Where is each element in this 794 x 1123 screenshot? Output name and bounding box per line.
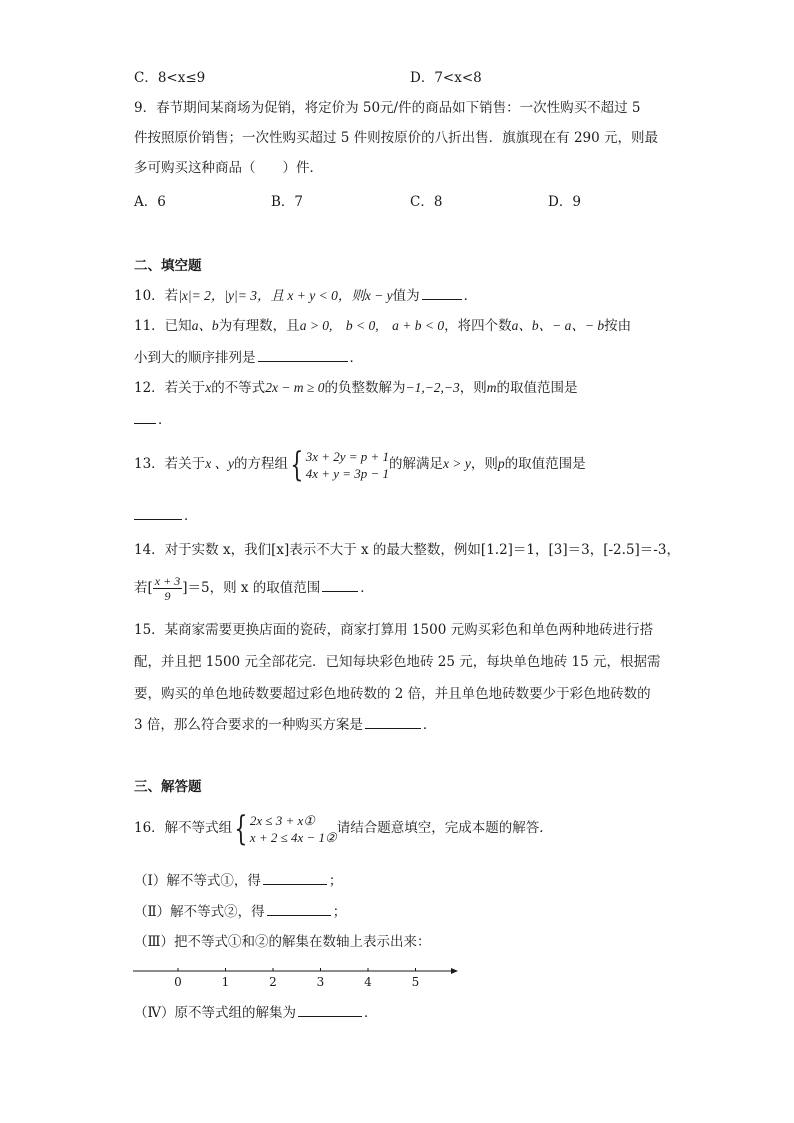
q11-line-2: 小到大的顺序排列是 ． [134, 347, 363, 368]
q15-line-3: 要，购买的单色地砖数要超过彩色地砖数的 2 倍，并且单色地砖数要少于彩色地砖数的 [134, 686, 651, 702]
number-line-tick-label: 5 [411, 975, 420, 989]
arrow-right-icon [451, 968, 458, 974]
q16-step-1-blank [263, 870, 327, 885]
section-fill-in-title: 二、填空题 [134, 258, 202, 274]
q16-step-2-blank [267, 901, 331, 916]
q15-line-1: 15．某商家需要更换店面的瓷砖，商家打算用 1500 元购买彩色和单色两种地砖进行搭 [134, 622, 654, 638]
left-brace-icon: { [290, 444, 304, 485]
q12-line-1: 12．若关于x的不等式2x − m ≥ 0的负整数解为−1,−2,−3，则m的取值范围是 [134, 380, 578, 396]
q16-step-4-blank [298, 1002, 362, 1017]
q13-line-2: ． [134, 505, 198, 526]
q16-inequality-system: 2x ≤ 3 + x① x + 2 ≤ 4x − 1② [249, 812, 337, 845]
q9-line-1: 9．春节期间某商场为促销，将定价为 50元/件的商品如下销售：一次性购买不超过 5 [134, 100, 641, 116]
q15-line-2: 配，并且把 1500 元全部花完．已知每块彩色地砖 25 元，每块单色地砖 15 元，根据需 [134, 654, 661, 670]
q9-option-b: B．7 [271, 194, 304, 210]
q8-option-c: C．8<x≤9 [134, 70, 206, 86]
q12-line-2: ． [134, 409, 172, 430]
q16-step-3: （Ⅲ）把不等式①和②的解集在数轴上表示出来： [134, 934, 431, 950]
q9-option-d: D．9 [548, 194, 581, 210]
q15-answer-blank [365, 714, 421, 729]
number-line-tick-label: 1 [221, 975, 230, 989]
q14-answer-blank [322, 577, 358, 592]
q16-stem: 16．解不等式组{ 2x ≤ 3 + x① x + 2 ≤ 4x − 1② 请结合题意填空，完成本题的解答． [134, 808, 553, 849]
q16-step-1: （Ⅰ）解不等式①，得 ； [134, 870, 342, 891]
q14-line-1: 14．对于实数 x，我们[x]表示不大于 x 的最大整数，例如[1.2]＝1，[3]＝3，[-2.5]＝-3， [134, 542, 680, 558]
q12-answer-blank [134, 409, 156, 424]
number-line-tick-label: 0 [174, 975, 182, 989]
q13: 13．若关于x 、y的方程组{ 3x + 2y = p + 1 4x + y = 3p − 1 的解满足x > y，则p的取值范围是 [134, 444, 586, 485]
q16-step-2: （Ⅱ）解不等式②，得 ； [134, 901, 346, 922]
q9-option-a: A．6 [134, 194, 166, 210]
q10-answer-blank [422, 285, 462, 300]
q9-line-3: 多可购买这种商品（ ）件． [134, 160, 323, 176]
q14-fraction: $\frac{x + 3}{9}$ [154, 574, 181, 603]
q9-line-2: 件按照原价销售；一次性购买超过 5 件则按原价的八折出售．旗旗现在有 290 元，则最 [134, 130, 659, 146]
number-line-tick-label: 3 [316, 975, 325, 989]
number-line [133, 968, 463, 998]
q11-line-1: 11．已知a、b为有理数，且a > 0, b < 0, a + b < 0，将四个数a、b、− a、− b按由 [134, 318, 632, 334]
q14-line-2: 若[ $\frac{x + 3}{9}$ ]＝5，则 x 的取值范围 ． [134, 574, 374, 603]
q11-answer-blank [258, 347, 348, 362]
number-line-tick-label: 2 [269, 975, 277, 989]
left-brace-icon: { [234, 808, 248, 849]
q8-option-d: D．7<x<8 [410, 70, 482, 86]
number-line-tick-label: 4 [364, 975, 372, 989]
q10: 10．若|x|= 2，|y|= 3，且 x + y < 0，则x − y值为 ． [134, 285, 477, 306]
q13-equation-system: 3x + 2y = p + 1 4x + y = 3p − 1 [305, 448, 390, 481]
q13-answer-blank [134, 505, 182, 520]
q9-option-c: C．8 [410, 194, 443, 210]
q15-line-4: 3 倍，那么符合要求的一种购买方案是 ． [134, 714, 436, 735]
section-solution-title: 三、解答题 [134, 779, 202, 795]
q16-step-4: （Ⅳ）原不等式组的解集为 ． [134, 1002, 378, 1023]
